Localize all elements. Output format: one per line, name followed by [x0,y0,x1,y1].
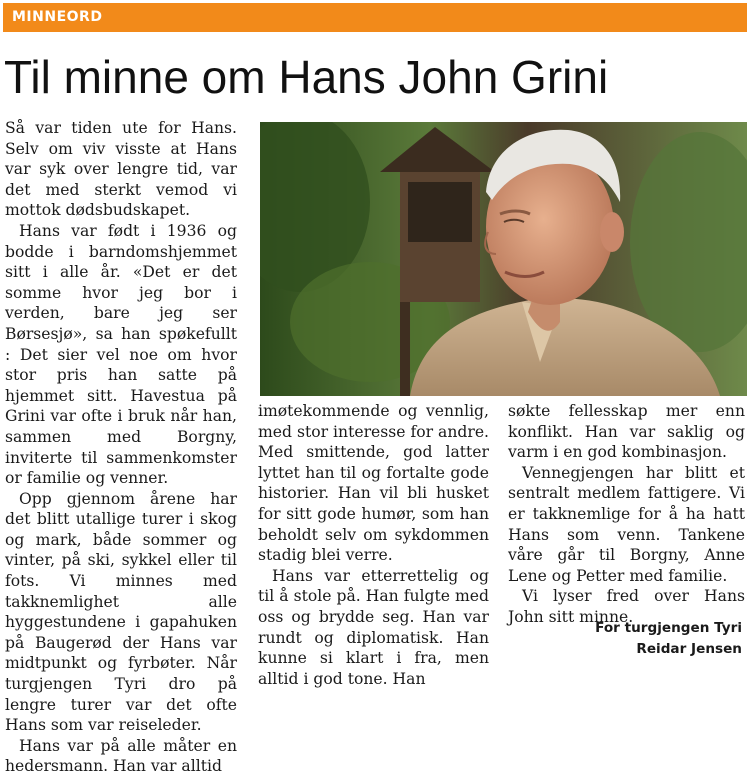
body-paragraph: Hans var etterrettelig og til å stole på. Han fulgte med oss og brydde seg. Han var rundt og diplomatisk. Han kunne si klart i fra, men alltid i god tone. Han [258,566,489,688]
portrait-image [260,122,747,396]
portrait-photo [260,122,747,396]
body-paragraph: Opp gjennom årene har det blitt utallige turer i skog og mark, både sommer og vinter, på ski, sykkel eller til fots. Vi minnes med takknemlighet alle hyggestundene i gapahuken på Baugerød der Hans var midtpunkt og fyrbøter. Når turgjengen Tyri dro på lengre turer var det ofte Hans som var reiseleder. [5,489,237,735]
signature-group: For turgjengen Tyri [595,620,742,636]
section-kicker-bar [3,3,747,32]
article-column-3 [508,401,745,628]
body-paragraph: Hans var født i 1936 og bodde i barndomshjemmet sitt i alle år. «Det er det somme hvor jeg bor i verden, bare jeg ser Børsesjø», sa han spøkefullt : Det sier vel noe om hvor stor pris han satte på hjemmet sitt. Havestua på Grini var ofte i bruk når han, sammen med Borgny, inviterte til sammenkomster or familie og venner. [5,221,237,488]
article-column-2 [258,401,489,689]
body-paragraph: Hans var på alle måter en hedersmann. Han var alltid [5,736,237,776]
signature-block [595,618,742,659]
headline: Til minne om Hans John Grini [4,51,609,103]
body-paragraph: Vi lyser fred over Hans John sitt minne. [508,587,745,626]
body-paragraph: imøtekommende og vennlig, med stor interesse for andre. Med smittende, god latter lyttet han til og fortalte gode historier. Han vil bli husket for sitt gode humør, som han beholdt selv om sykdommen stadig blei verre. [258,402,489,565]
signature-name: Reidar Jensen [636,640,742,657]
body-paragraph: søkte fellesskap mer enn konflikt. Han var saklig og varm i en god kombinasjon. [508,402,745,462]
body-paragraph: Vennegjengen har blitt et sentralt medlem fattigere. Vi er takknemlige for å ha hatt Hans som venn. Tankene våre går til Borgny, Anne Lene og Petter med familie. [508,463,745,585]
body-paragraph: Så var tiden ute for Hans. Selv om viv visste at Hans var syk over lengre tid, var det med sterkt vemod vi mottok dødsbudskapet. [5,119,237,220]
section-kicker: MINNEORD [12,9,103,25]
article-column-1 [5,118,237,777]
